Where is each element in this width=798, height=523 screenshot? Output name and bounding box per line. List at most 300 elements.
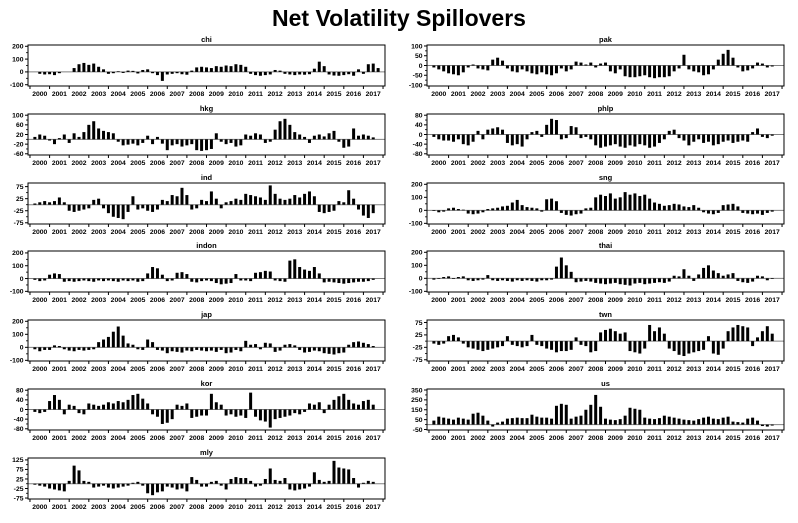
x-tick-label: 2009	[208, 366, 224, 374]
bar	[73, 348, 76, 352]
bar	[117, 484, 120, 488]
bar	[658, 279, 661, 283]
x-tick-label: 2006	[149, 503, 166, 511]
bar	[457, 418, 460, 425]
bar	[82, 132, 85, 139]
bar	[629, 341, 632, 351]
bar	[560, 341, 563, 351]
bar	[58, 197, 61, 204]
x-tick-label: 2013	[287, 434, 303, 442]
bar	[293, 132, 296, 139]
bar	[249, 279, 252, 282]
bar	[283, 345, 286, 348]
bar	[131, 139, 134, 143]
x-tick-label: 2003	[490, 90, 506, 98]
bar	[274, 129, 277, 139]
bar	[687, 276, 690, 279]
bar	[131, 345, 134, 348]
bar	[756, 338, 759, 342]
bar	[486, 209, 489, 210]
bar	[303, 484, 306, 489]
bar	[545, 125, 548, 135]
bar	[146, 340, 149, 348]
bar	[570, 272, 573, 279]
bar	[38, 134, 41, 139]
chart-svg-us	[399, 379, 798, 448]
x-tick-label: 2013	[287, 503, 303, 511]
bar	[707, 336, 710, 341]
x-tick-label: 2017	[365, 503, 381, 511]
x-tick-label: 2000	[32, 159, 48, 167]
bar	[97, 484, 100, 487]
bar	[481, 65, 484, 69]
bar	[756, 63, 759, 66]
bar	[279, 279, 282, 282]
bar	[472, 210, 475, 214]
bar	[570, 419, 573, 425]
bar	[565, 134, 568, 138]
bar	[303, 193, 306, 204]
bar	[283, 119, 286, 139]
bar	[332, 279, 335, 283]
bar	[200, 67, 203, 72]
x-tick-label: 2013	[287, 228, 303, 236]
bar	[766, 210, 769, 213]
chart-panel-sng	[399, 173, 798, 242]
x-tick-label: 2012	[267, 366, 283, 374]
bar	[171, 72, 174, 74]
bar	[462, 134, 465, 144]
bar	[43, 409, 46, 411]
bar	[702, 268, 705, 278]
bar	[161, 199, 164, 204]
bar	[550, 279, 553, 280]
bar	[279, 481, 282, 484]
bar	[462, 419, 465, 425]
bar	[579, 210, 582, 213]
x-tick-label: 2006	[548, 90, 565, 98]
bar	[687, 134, 690, 145]
bar	[540, 279, 543, 281]
x-tick-label: 2007	[169, 503, 185, 511]
bar	[452, 134, 455, 141]
bar	[303, 409, 306, 411]
bar	[731, 422, 734, 425]
bar	[225, 202, 228, 204]
bar	[491, 208, 494, 210]
bar	[447, 208, 450, 210]
bar	[727, 331, 730, 341]
bar	[318, 348, 321, 352]
x-tick-label: 2012	[267, 90, 283, 98]
bar	[545, 418, 548, 425]
bar	[609, 279, 612, 284]
bar	[234, 198, 237, 204]
bar	[477, 210, 480, 213]
bar	[678, 419, 681, 425]
bar	[156, 204, 159, 209]
bar	[736, 325, 739, 341]
x-tick-label: 2004	[110, 90, 126, 98]
bar	[506, 65, 509, 68]
bar	[279, 71, 282, 72]
bar	[146, 403, 149, 409]
y-tick-label: -100	[408, 82, 423, 90]
x-tick-label: 2005	[529, 228, 545, 236]
bar	[717, 274, 720, 279]
bar	[180, 139, 183, 146]
bar	[342, 394, 345, 410]
chart-title: kor	[200, 378, 213, 388]
bar	[565, 210, 568, 215]
y-tick-label: 0	[19, 406, 24, 414]
bar	[432, 134, 435, 136]
y-tick-label: -40	[13, 416, 24, 424]
bar	[766, 279, 769, 281]
bar	[530, 335, 533, 341]
bar	[516, 200, 519, 210]
bar	[171, 279, 174, 281]
bar	[614, 420, 617, 424]
bar	[535, 65, 538, 74]
x-tick-label: 2015	[725, 297, 741, 305]
x-tick-label: 2005	[130, 228, 146, 236]
bar	[244, 67, 247, 72]
x-tick-label: 2005	[130, 297, 146, 305]
x-tick-label: 2010	[627, 297, 643, 305]
bar	[195, 409, 198, 416]
bar	[347, 469, 350, 483]
bar	[530, 132, 533, 134]
chart-panel-phlp	[399, 104, 798, 173]
bar	[643, 134, 646, 145]
chart-svg-hkg	[0, 104, 399, 173]
bar	[328, 481, 331, 484]
bar	[68, 348, 71, 351]
bar	[185, 72, 188, 75]
bar	[372, 482, 375, 484]
bar	[215, 66, 218, 72]
bar	[234, 274, 237, 278]
bar	[313, 267, 316, 279]
bar	[38, 72, 41, 74]
bar	[432, 421, 435, 425]
bar	[722, 134, 725, 141]
bar	[540, 341, 543, 346]
bar	[200, 484, 203, 487]
x-tick-label: 2005	[529, 297, 545, 305]
bar	[501, 341, 504, 346]
bar	[472, 341, 475, 348]
bar	[673, 418, 676, 425]
bar	[540, 418, 543, 425]
bar	[190, 477, 193, 484]
bar	[92, 279, 95, 282]
bar	[678, 134, 681, 138]
bar	[239, 65, 242, 72]
bar	[146, 204, 149, 210]
bar	[185, 195, 188, 205]
bar	[239, 139, 242, 145]
bar	[259, 409, 262, 420]
bar	[308, 139, 311, 143]
bar	[313, 196, 316, 204]
bar	[658, 65, 661, 77]
bar	[477, 413, 480, 425]
bar	[526, 279, 529, 281]
bar	[156, 137, 159, 139]
figure-title: Net Volatility Spillovers	[272, 5, 526, 31]
x-tick-label: 2014	[306, 503, 322, 511]
x-tick-label: 2006	[149, 228, 166, 236]
bar	[38, 348, 41, 352]
bar	[545, 279, 548, 281]
bar	[614, 198, 617, 210]
bar	[82, 279, 85, 281]
bar	[288, 198, 291, 204]
bar	[53, 139, 56, 144]
x-tick-label: 2008	[588, 434, 604, 442]
bar	[151, 409, 154, 414]
bar	[122, 204, 125, 218]
bar	[166, 279, 169, 282]
bar	[122, 139, 125, 145]
bar	[526, 341, 529, 346]
bar	[727, 275, 730, 279]
x-tick-label: 2017	[365, 159, 381, 167]
bar	[707, 134, 710, 141]
x-tick-label: 2017	[365, 366, 381, 374]
bar	[274, 193, 277, 204]
bar	[702, 65, 705, 75]
bar	[230, 201, 233, 205]
bar	[264, 479, 267, 484]
bar	[112, 72, 115, 73]
x-tick-label: 2010	[627, 434, 643, 442]
bar	[437, 341, 440, 345]
bar	[565, 266, 568, 279]
x-tick-label: 2004	[509, 159, 525, 167]
bar	[92, 484, 95, 488]
bar	[766, 134, 769, 138]
x-tick-label: 2016	[346, 159, 362, 167]
bar	[63, 202, 66, 204]
bar	[575, 210, 578, 214]
y-tick-label: 200	[12, 250, 24, 258]
x-tick-label: 2010	[627, 90, 643, 98]
bar	[180, 348, 183, 353]
bar	[244, 193, 247, 204]
bar	[102, 405, 105, 410]
bar	[141, 399, 144, 410]
bar	[658, 328, 661, 342]
bar	[195, 279, 198, 283]
bar	[180, 273, 183, 279]
bar	[180, 72, 183, 74]
x-tick-label: 2003	[91, 297, 107, 305]
x-tick-label: 2013	[686, 90, 702, 98]
bar	[151, 204, 154, 211]
y-tick-label: 200	[12, 318, 24, 326]
chart-title: us	[601, 378, 610, 388]
bar	[63, 484, 66, 492]
x-tick-label: 2006	[149, 90, 166, 98]
bar	[496, 127, 499, 134]
bar	[73, 465, 76, 483]
bar	[692, 205, 695, 210]
bar	[570, 210, 573, 215]
bar	[33, 137, 36, 139]
bar	[741, 326, 744, 341]
bar	[288, 72, 291, 75]
x-tick-label: 2008	[189, 434, 205, 442]
bar	[274, 70, 277, 72]
bar	[437, 210, 440, 212]
bar	[48, 139, 51, 140]
bar	[555, 65, 558, 73]
bar	[481, 134, 484, 139]
bar	[220, 139, 223, 141]
bar	[318, 204, 321, 211]
bar	[457, 134, 460, 139]
y-tick-label: 25	[15, 195, 24, 203]
bar	[535, 341, 538, 345]
bar	[575, 279, 578, 283]
x-tick-label: 2004	[110, 297, 126, 305]
bar	[97, 342, 100, 347]
bar	[668, 279, 671, 282]
y-tick-label: -100	[408, 289, 423, 297]
bar	[477, 341, 480, 350]
bar	[629, 65, 632, 77]
bar	[107, 484, 110, 488]
bar	[447, 65, 450, 73]
bar	[313, 348, 316, 351]
bar	[269, 185, 272, 204]
bar	[624, 134, 627, 147]
bar	[220, 348, 223, 351]
bar	[467, 210, 470, 213]
x-tick-label: 2001	[450, 434, 466, 442]
bar	[102, 204, 105, 208]
bar	[323, 136, 326, 139]
chart-svg-kor	[0, 379, 399, 448]
bar	[244, 134, 247, 139]
x-tick-label: 2016	[745, 366, 761, 374]
bar	[239, 279, 242, 281]
bar	[653, 279, 656, 284]
bar	[342, 348, 345, 353]
x-tick-label: 2010	[228, 503, 244, 511]
bar	[82, 348, 85, 351]
x-tick-label: 2017	[764, 90, 780, 98]
y-tick-label: -25	[13, 207, 24, 215]
x-tick-label: 2015	[326, 159, 342, 167]
bar	[452, 335, 455, 341]
bar	[254, 133, 257, 139]
bar	[33, 409, 36, 411]
bar	[712, 271, 715, 279]
bar	[337, 396, 340, 409]
x-tick-label: 2016	[346, 503, 362, 511]
x-tick-label: 2005	[529, 90, 545, 98]
x-tick-label: 2010	[627, 159, 643, 167]
y-tick-label: 100	[12, 112, 24, 120]
x-tick-label: 2005	[130, 159, 146, 167]
bar	[352, 279, 355, 283]
x-tick-label: 2016	[346, 228, 362, 236]
bar	[589, 279, 592, 282]
x-tick-label: 2000	[431, 297, 447, 305]
bar	[673, 203, 676, 210]
bar	[151, 267, 154, 279]
bar	[521, 418, 524, 424]
bar	[731, 203, 734, 210]
bar	[264, 72, 267, 75]
bar	[584, 341, 587, 346]
bar	[136, 204, 139, 209]
bar	[117, 279, 120, 282]
x-tick-label: 2015	[326, 503, 342, 511]
bar	[259, 134, 262, 139]
bar	[82, 63, 85, 72]
bar	[771, 65, 774, 66]
bar	[190, 71, 193, 72]
bar	[437, 65, 440, 69]
bar	[511, 279, 514, 282]
bar	[530, 207, 533, 210]
bar	[215, 481, 218, 484]
bar	[442, 134, 445, 140]
bar	[579, 279, 582, 282]
bar	[452, 279, 455, 280]
x-tick-label: 2006	[149, 366, 166, 374]
bar	[293, 409, 296, 413]
bar	[372, 137, 375, 139]
chart-title: sng	[598, 172, 613, 182]
bar	[678, 65, 681, 68]
bar	[122, 402, 125, 409]
bar	[43, 72, 46, 75]
bar	[658, 134, 661, 142]
bar	[347, 72, 350, 74]
bar	[63, 409, 66, 414]
x-tick-label: 2008	[189, 503, 205, 511]
bar	[254, 72, 257, 75]
bar	[722, 418, 725, 425]
bar	[161, 72, 164, 81]
bar	[589, 405, 592, 425]
bar	[707, 266, 710, 279]
bar	[472, 279, 475, 282]
bar	[678, 204, 681, 210]
x-tick-label: 2012	[267, 159, 283, 167]
x-tick-label: 2014	[306, 159, 322, 167]
bar	[87, 482, 90, 484]
x-tick-label: 2002	[470, 366, 486, 374]
bar	[761, 64, 764, 66]
bar	[624, 416, 627, 425]
x-tick-label: 2015	[326, 90, 342, 98]
bar	[609, 134, 612, 145]
bar	[357, 405, 360, 410]
bar	[727, 50, 730, 66]
bar	[727, 204, 730, 210]
chart-panel-hkg	[0, 104, 399, 173]
bar	[82, 481, 85, 484]
bar	[526, 207, 529, 210]
bar	[205, 139, 208, 150]
